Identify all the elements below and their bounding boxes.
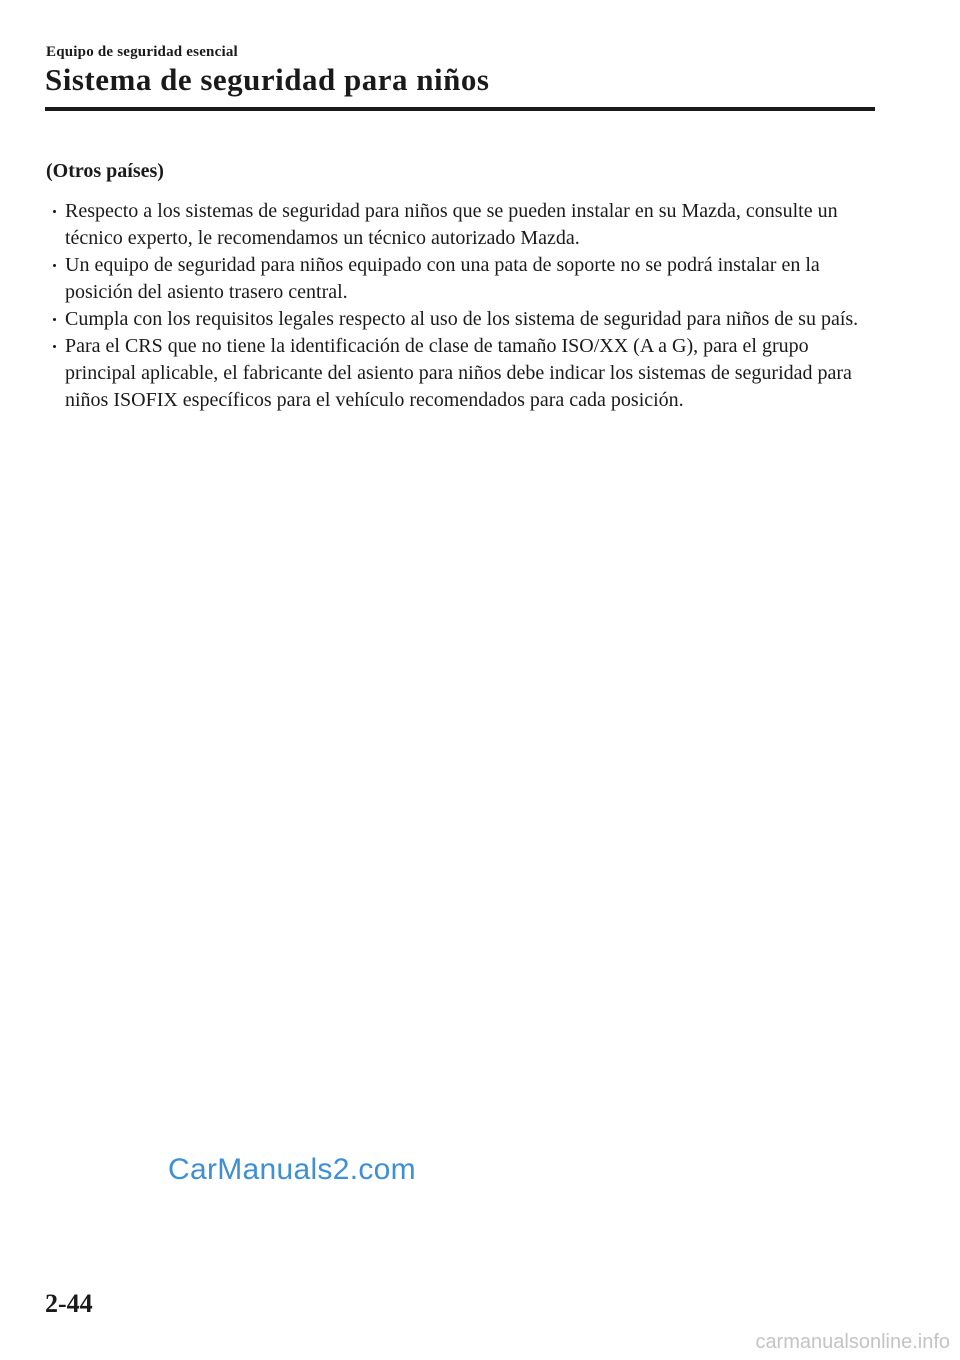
list-item [46, 333, 876, 414]
list-item-text: Respecto a los sistemas de seguridad para niños que se pueden instalar en su Mazda, consulte un técnico experto, le recomendamos un técnico autorizado Mazda. [65, 200, 838, 249]
bullet-icon [53, 345, 56, 348]
subheading: (Otros países) [46, 160, 164, 182]
list-item [46, 306, 876, 333]
list-item-text: Un equipo de seguridad para niños equipado con una pata de soporte no se podrá instalar en la posición del asiento trasero central. [65, 254, 820, 303]
section-label: Equipo de seguridad esencial [46, 44, 238, 60]
page-number: 2-44 [45, 1289, 93, 1318]
list-item [46, 252, 876, 306]
watermark-logo: CarManuals2.com [168, 1153, 416, 1186]
bullet-list [46, 198, 876, 414]
title-rule [45, 107, 875, 111]
list-item-text: Cumpla con los requisitos legales respecto al uso de los sistema de seguridad para niños de su país. [65, 308, 859, 330]
footer-watermark: carmanualsonline.info [755, 1331, 950, 1353]
bullet-icon [53, 210, 56, 213]
bullet-icon [53, 318, 56, 321]
list-item [46, 198, 876, 252]
list-item-text: Para el CRS que no tiene la identificación de clase de tamaño ISO/XX (A a G), para el grupo principal aplicable, el fabricante del asiento para niños debe indicar los sistemas de seguridad para niños ISOFIX específicos para el vehículo recomendados para cada posición. [65, 335, 852, 411]
bullet-icon [53, 264, 56, 267]
page-title: Sistema de seguridad para niños [45, 62, 490, 97]
